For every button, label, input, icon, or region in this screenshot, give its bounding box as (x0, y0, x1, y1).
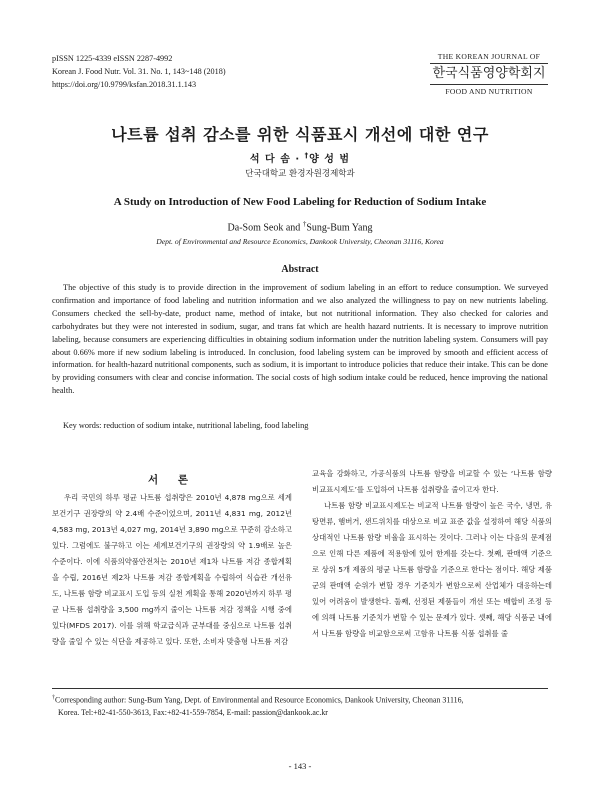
paper-title-en: A Study on Introduction of New Food Labeling for Reduction of Sodium Intake (113, 196, 487, 208)
affiliation-kr: 단국대학교 환경자원경제학과 (245, 169, 355, 179)
journal-name-kr: 한국식품영양학회지 (432, 66, 546, 81)
author-1-kr: 석 다 솜 · (249, 154, 305, 165)
footnote-divider (52, 688, 548, 689)
page-number: - 143 - (288, 761, 312, 771)
paper-title-kr: 나트륨 섭취 감소를 위한 식품표시 개선에 대한 연구 (111, 125, 489, 144)
corresponding-mark: † (302, 220, 307, 228)
paragraph: 나트륨 함량 비교표시제도는 비교적 나트륨 함량이 높은 국수, 냉면, 유탕면류, 햄버거, 샌드위치를 대상으로 비교 표준 값을 설정하여 해당 식품의 상대적인 나트륨 함량 비율을 표시하는 것이다. 그러나 이는 다음의 문제점으로 인해 다른 제품에 적용함에 있어 한계를 갖는다. 첫째, 판매액 기준으로 상위 5개 제품의 평균 나트륨 함량을 기준으로 한다는 점이다. 해당 제품군의 판매액 순위가 변할 경우 기준치가 변함으로써 산업체가 대응하는데 있어 어려움이 발생한다. 둘째, 선정된 제품들이 개선 또는 배합비 조정 등에 의해 나트륨 기준치가 변할 수 있는 문제가 있다. 셋째, 해당 식품군 내에서 나트륨 함량을 비교함으로써 고함유 나트륨 식품 섭취를 줄 (312, 501, 552, 638)
paragraph: 우리 국민의 하루 평균 나트륨 섭취량은 2010년 4,878 mg으로 세계보건기구 권장량의 약 2.4배 수준이었으며, 2011년 4,831 mg, 2012년 4,583 mg, 2013년 4,027 mg, 2014년 3,890 mg으로 꾸준히 감소하고 있다. 그럼에도 불구하고 이는 세계보건기구의 권장량의 약 1.9배로 높은 수준이다. 이에 식품의약품안전처는 2010년 제1차 나트륨 저감 종합계획을 수립, 2016년 제2차 나트륨 저감 종합계획을 수립하여 식습관 개선유도, 나트륨 함량 비교표시 도입 등의 실천 계획을 통해 2020년까지 하루 평균 나트륨 섭취량을 3,500 mg까지 줄이는 나트륨 저감 정책을 시행 중에 있다(MFDS 2017). 이를 위해 학교급식과 군부대를 중심으로 나트륨 섭취량을 줄일 수 있는 식단을 제공하고 있다. 또한, 소비자 맞춤형 나트륨 저감 (52, 493, 292, 646)
footnote-text-2: Korea. Tel:+82-41-550-3613, Fax:+82-41-559-7854, E-mail: passion@dankook.ac.kr (58, 708, 328, 718)
keywords: Key words: reduction of sodium intake, nutritional labeling, food labeling (63, 421, 309, 430)
author-1-en: Da-Som Seok and (227, 222, 303, 234)
footnote-text-1: Corresponding author: Sung-Bum Yang, Dept. of Environmental and Resource Economics, Dankook University, Cheonan 31116, (55, 695, 464, 705)
footnote-line (52, 692, 548, 707)
abstract-body: The objective of this study is to provide direction in the improvement of sodium labeling in an effort to reduce consumption. We surveyed confirmation and importance of food labeling and nutrition information and we also analyzed the willingness to pay on new nutrients labeling. Consumers checked the sell-by-date, product name, method of intake, but not nutritional information. They also checked for calories and carbohydrates but they were not interested in sodium, sugar, and trans fat which are health hazard nutrients. It is necessary to improve nutrition labeling, because consumers are experiencing difficulties in obtaining sodium information under the nutrition labeling system. Consumers will pay about 0.66% more if new sodium labeling is introduced. In conclusion, food labeling system can be improved by smooth and efficient access of information. for health-hazard nutritional components, such as sodium, it is important to introduce policies that reduce their intake. This can be done by providing consumers with clear and concise information. The social costs of high sodium intake could be reduced, hence improving the national health. (52, 283, 548, 396)
right-column (312, 466, 552, 642)
journal-divider (430, 63, 548, 64)
issn-line: pISSN 1225-4339 eISSN 2287-4992 (52, 54, 173, 63)
author-2-en: Sung-Bum Yang (306, 222, 373, 234)
journal-name-en-top: THE KOREAN JOURNAL OF (437, 52, 541, 61)
authors-kr (0, 150, 600, 165)
journal-logo (430, 52, 548, 96)
journal-divider (430, 84, 548, 85)
doi-link[interactable]: https://doi.org/10.9799/ksfan.2018.31.1.143 (52, 79, 197, 89)
citation-line: Korean J. Food Nutr. Vol. 31. No. 1, 143~148 (2018) (52, 66, 226, 76)
footnote (52, 692, 548, 720)
author-2-kr: 양 성 범 (309, 154, 351, 165)
authors-en (0, 220, 600, 233)
paragraph: 교육을 강화하고, 가공식품의 나트륨 함량을 비교할 수 있는 ‘나트륨 함량 비교표시제도’를 도입하여 나트륨 섭취량을 줄이고자 한다. (312, 469, 552, 494)
affiliation-en: Dept. of Environmental and Resource Economics, Dankook University, Cheonan 31116, Korea (156, 237, 444, 246)
citation-header (52, 53, 226, 91)
corresponding-mark: † (304, 151, 310, 160)
footnote-mark: † (52, 695, 55, 701)
left-column (52, 490, 292, 650)
section-heading-introduction: 서 론 (148, 474, 196, 486)
journal-name-en-bottom: FOOD AND NUTRITION (445, 87, 533, 96)
footnote-line (52, 707, 548, 720)
abstract-heading: Abstract (281, 264, 319, 275)
